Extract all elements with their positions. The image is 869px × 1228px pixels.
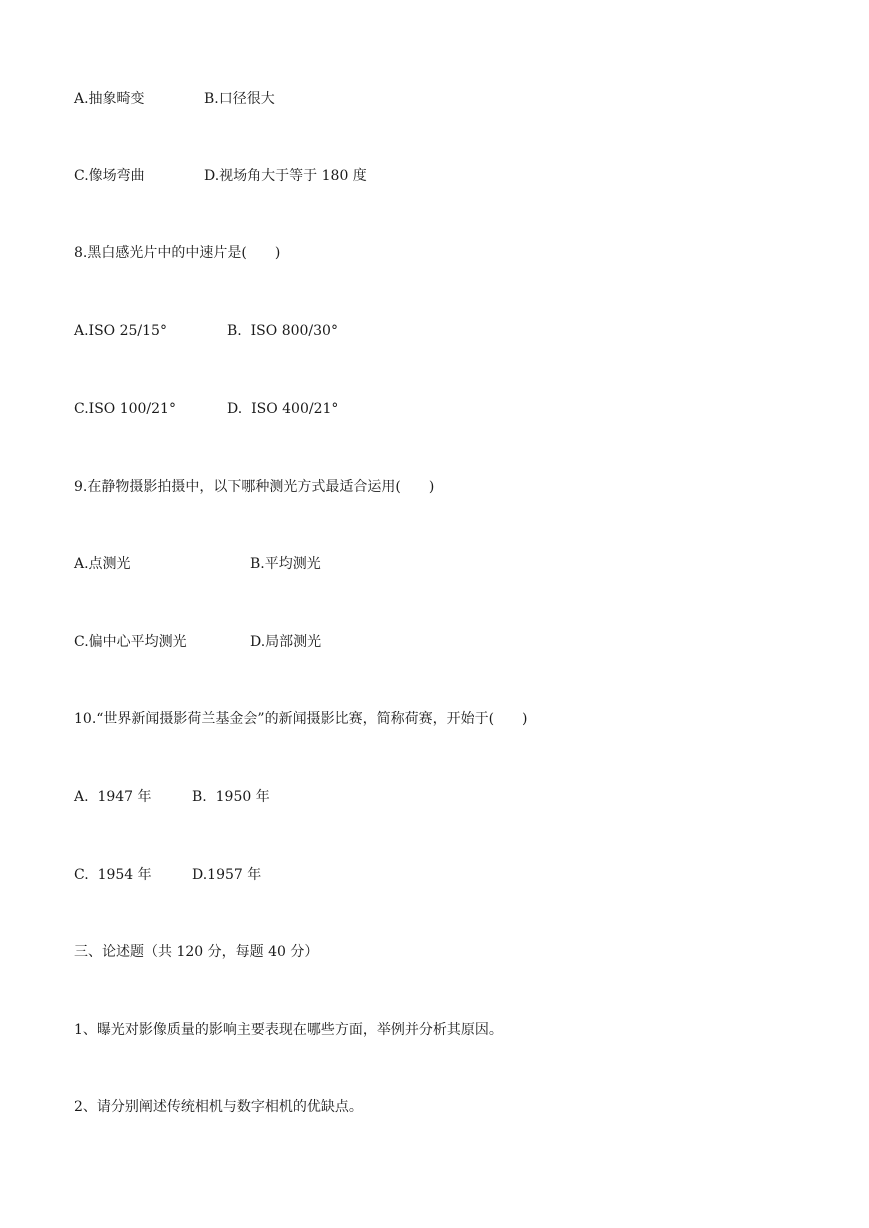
q7-option-c: C.像场弯曲 bbox=[74, 168, 145, 184]
q10-option-c: C. 1954 年 bbox=[74, 867, 152, 883]
q8-option-c: C.ISO 100/21° bbox=[74, 401, 176, 417]
q9-option-c: C.偏中心平均测光 bbox=[74, 634, 187, 650]
q7-option-d: D.视场角大于等于 180 度 bbox=[204, 168, 367, 184]
q8-option-b: B. ISO 800/30° bbox=[227, 323, 338, 339]
q7-option-a: A.抽象畸变 bbox=[74, 91, 145, 107]
q10-question: 10.“世界新闻摄影荷兰基金会”的新闻摄影比赛，简称荷赛，开始于( ) bbox=[74, 711, 528, 727]
q9-option-a: A.点测光 bbox=[74, 556, 131, 572]
essay-question-1: 1、曝光对影像质量的影响主要表现在哪些方面，举例并分析其原因。 bbox=[74, 1022, 503, 1038]
q8-option-a: A.ISO 25/15° bbox=[74, 323, 167, 339]
q10-option-d: D.1957 年 bbox=[192, 867, 262, 883]
q8-question: 8.黑白感光片中的中速片是( ) bbox=[74, 245, 281, 261]
essay-question-2: 2、请分别阐述传统相机与数字相机的优缺点。 bbox=[74, 1099, 363, 1115]
q10-option-b: B. 1950 年 bbox=[192, 789, 270, 805]
section3-heading: 三、论述题（共 120 分，每题 40 分） bbox=[74, 944, 319, 960]
q9-option-b: B.平均测光 bbox=[250, 556, 321, 572]
q8-option-d: D. ISO 400/21° bbox=[227, 401, 339, 417]
q9-question: 9.在静物摄影拍摄中，以下哪种测光方式最适合运用( ) bbox=[74, 479, 435, 495]
q9-option-d: D.局部测光 bbox=[250, 634, 322, 650]
q7-option-b: B.口径很大 bbox=[204, 91, 275, 107]
q10-option-a: A. 1947 年 bbox=[74, 789, 152, 805]
